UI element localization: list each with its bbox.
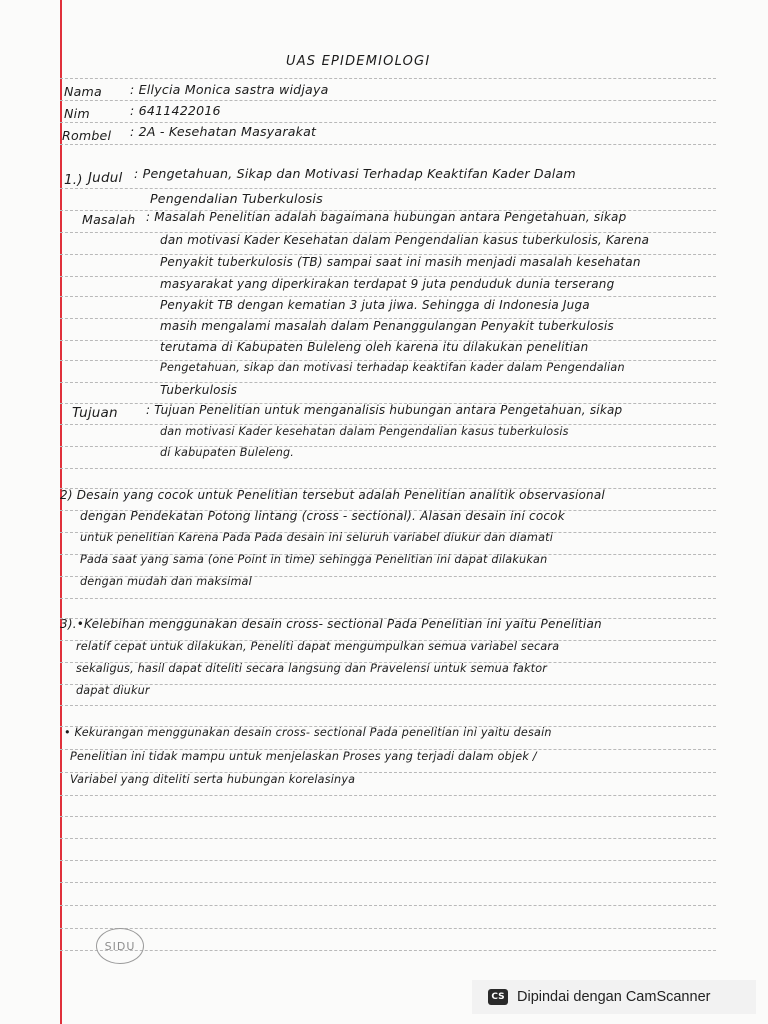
q1-masalah-line: dan motivasi Kader Kesehatan dalam Pengendalian kasus tuberkulosis, Karena: [160, 233, 650, 247]
q1-tujuan-line: : Tujuan Penelitian untuk menganalisis hubungan antara Pengetahuan, sikap: [146, 403, 623, 417]
ruled-line: [60, 598, 716, 599]
identity-value-nim: : 6411422016: [130, 103, 221, 118]
q1-masalah-line: Pengetahuan, sikap dan motivasi terhadap keaktifan kader dalam Pengendalian: [160, 361, 625, 374]
q2-line: Pada saat yang sama (one Point in time) sehingga Penelitian ini dapat dilakukan: [80, 553, 548, 566]
camscanner-text: Dipindai dengan CamScanner: [517, 989, 711, 1005]
ruled-line: [60, 816, 716, 817]
ruled-line: [60, 122, 716, 123]
sidu-logo-stamp: SIDU: [96, 928, 144, 964]
ruled-line: [60, 296, 716, 297]
q3-kekurangan-line: Variabel yang diteliti serta hubungan korelasinya: [70, 773, 356, 786]
q1-judul-line: Pengendalian Tuberkulosis: [150, 191, 323, 206]
q1-masalah-label: Masalah: [82, 212, 136, 227]
ruled-line: [60, 144, 716, 145]
q3-kelebihan-line: 3).•Kelebihan menggunakan desain cross- sectional Pada Penelitian ini yaitu Penelitian: [60, 617, 602, 631]
q1-judul-line: : Pengetahuan, Sikap dan Motivasi Terhadap Keaktifan Kader Dalam: [134, 166, 576, 181]
ruled-line: [60, 795, 716, 796]
ruled-line: [60, 860, 716, 861]
q2-line: 2) Desain yang cocok untuk Penelitian tersebut adalah Penelitian analitik observasional: [60, 488, 605, 502]
identity-label-nama: Nama: [64, 84, 102, 99]
q1-tujuan-line: di kabupaten Buleleng.: [160, 446, 295, 459]
ruled-line: [60, 928, 716, 929]
q1-tujuan-label: Tujuan: [72, 405, 118, 421]
ruled-line: [60, 188, 716, 189]
ruled-line: [60, 78, 716, 79]
q3-kelebihan-line: relatif cepat untuk dilakukan, Peneliti dapat mengumpulkan semua variabel secara: [76, 640, 560, 653]
q3-kekurangan-line: • Kekurangan menggunakan desain cross- sectional Pada penelitian ini yaitu desain: [64, 726, 552, 739]
identity-label-rombel: Rombel: [62, 128, 112, 143]
q1-masalah-line: masyarakat yang diperkirakan terdapat 9 juta penduduk dunia terserang: [160, 277, 615, 291]
q1-masalah-line: terutama di Kabupaten Buleleng oleh karena itu dilakukan penelitian: [160, 340, 589, 354]
q2-line: dengan mudah dan maksimal: [80, 575, 252, 588]
ruled-line: [60, 684, 716, 685]
ruled-line: [60, 950, 716, 951]
ruled-line: [60, 100, 716, 101]
q1-masalah-line: Penyakit tuberkulosis (TB) sampai saat ini masih menjadi masalah kesehatan: [160, 255, 641, 269]
ruled-line: [60, 882, 716, 883]
identity-value-rombel: : 2A - Kesehatan Masyarakat: [130, 124, 317, 139]
q3-kekurangan-line: Penelitian ini tidak mampu untuk menjelaskan Proses yang terjadi dalam objek /: [70, 750, 537, 763]
document-title: UAS EPIDEMIOLOGI: [286, 54, 431, 69]
identity-value-nama: : Ellycia Monica sastra widjaya: [130, 82, 329, 97]
ruled-line: [60, 905, 716, 906]
q3-kelebihan-line: dapat diukur: [76, 684, 150, 697]
camscanner-watermark: [472, 980, 756, 1014]
q1-tujuan-line: dan motivasi Kader kesehatan dalam Pengendalian kasus tuberkulosis: [160, 425, 569, 438]
ruled-line: [60, 446, 716, 447]
q2-line: untuk penelitian Karena Pada Pada desain ini seluruh variabel diukur dan diamati: [80, 531, 554, 544]
q1-judul-label: Judul: [88, 170, 123, 186]
ruled-line: [60, 468, 716, 469]
q1-masalah-line: Tuberkulosis: [160, 383, 238, 397]
ruled-line: [60, 705, 716, 706]
q1-masalah-line: masih mengalami masalah dalam Penanggulangan Penyakit tuberkulosis: [160, 319, 614, 333]
ruled-line: [60, 382, 716, 383]
q2-line: dengan Pendekatan Potong lintang (cross - sectional). Alasan desain ini cocok: [80, 509, 565, 523]
ruled-line: [60, 838, 716, 839]
q3-kelebihan-line: sekaligus, hasil dapat diteliti secara langsung dan Pravelensi untuk semua faktor: [76, 662, 548, 675]
q1-masalah-line: Penyakit TB dengan kematian 3 juta jiwa. Sehingga di Indonesia Juga: [160, 298, 590, 312]
identity-label-nim: Nim: [64, 106, 90, 121]
camscanner-logo-icon: CS: [488, 989, 508, 1005]
q1-masalah-line: : Masalah Penelitian adalah bagaimana hubungan antara Pengetahuan, sikap: [146, 210, 627, 224]
q1-number: 1.): [64, 172, 83, 188]
